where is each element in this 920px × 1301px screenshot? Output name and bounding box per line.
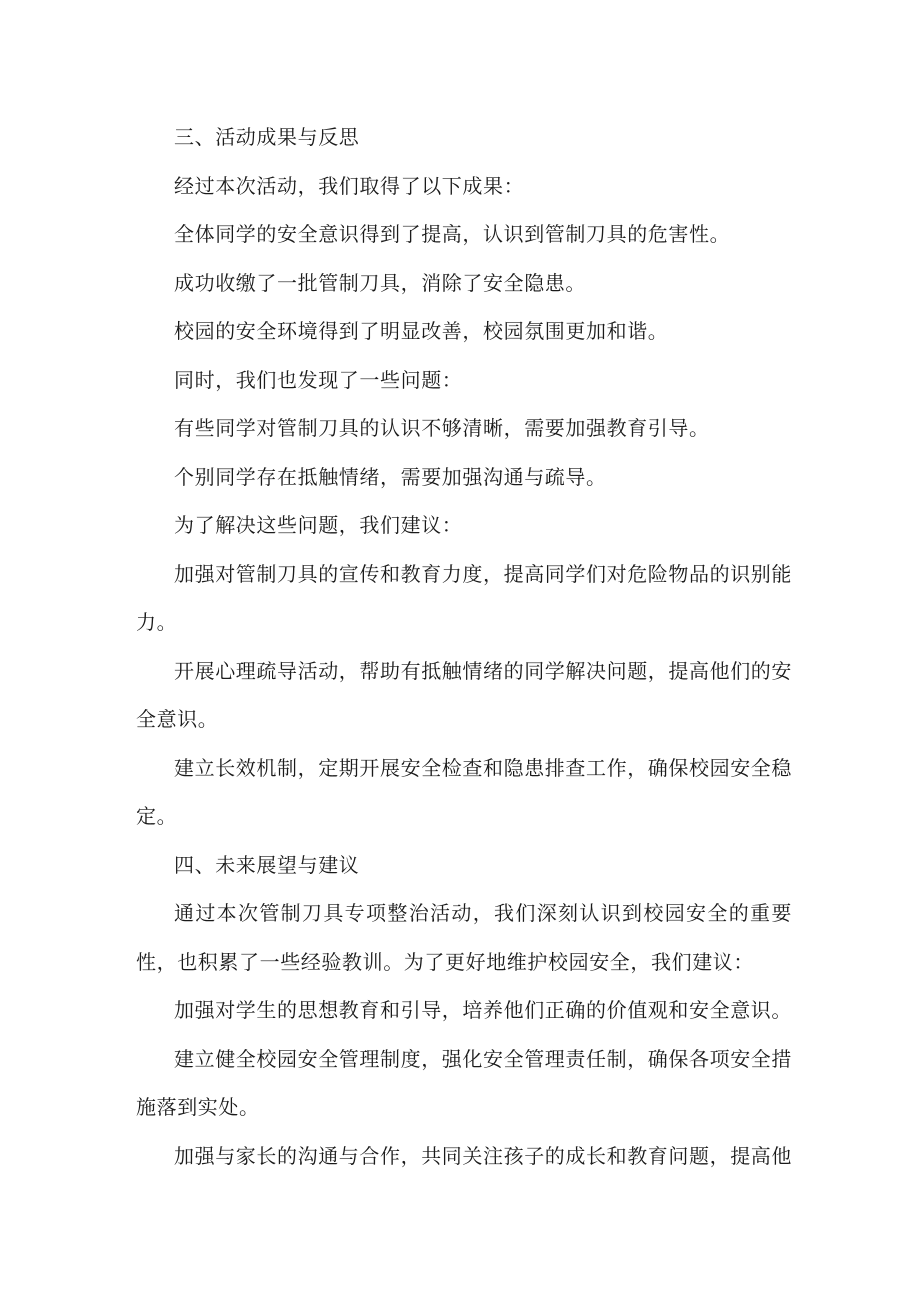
section-heading-results: 三、活动成果与反思	[174, 125, 360, 149]
section-heading-outlook: 四、未来展望与建议	[174, 852, 360, 877]
paragraph: 加强对管制刀具的宣传和教育力度，提高同学们对危险物品的识别能力。	[136, 561, 792, 634]
document-body	[136, 113, 792, 1180]
paragraph: 建立长效机制，定期开展安全检查和隐患排查工作，确保校园安全稳定。	[136, 755, 792, 828]
paragraph: 校园的安全环境得到了明显改善，校园氛围更加和谐。	[174, 319, 669, 343]
paragraph: 加强与家长的沟通与合作，共同关注孩子的成长和教育问题，提高他	[174, 1143, 792, 1168]
paragraph: 经过本次活动，我们取得了以下成果：	[174, 173, 525, 198]
paragraph: 开展心理疏导活动，帮助有抵触情绪的同学解决问题，提高他们的安全意识。	[136, 658, 792, 731]
paragraph: 建立健全校园安全管理制度，强化安全管理责任制，确保各项安全措施落到实处。	[136, 1046, 792, 1119]
paragraph: 为了解决这些问题，我们建议：	[174, 513, 463, 537]
paragraph: 通过本次管制刀具专项整治活动，我们深刻认识到校园安全的重要性，也积累了一些经验教训。为了更好地维护校园安全，我们建议：	[136, 901, 792, 974]
paragraph: 有些同学对管制刀具的认识不够清晰，需要加强教育引导。	[174, 416, 710, 440]
paragraph: 加强对学生的思想教育和引导，培养他们正确的价值观和安全意识。	[174, 998, 792, 1022]
paragraph: 成功收缴了一批管制刀具，消除了安全隐患。	[174, 270, 586, 295]
paragraph: 全体同学的安全意识得到了提高，认识到管制刀具的危害性。	[174, 222, 731, 246]
paragraph: 同时，我们也发现了一些问题：	[174, 367, 463, 392]
paragraph: 个别同学存在抵触情绪，需要加强沟通与疏导。	[174, 464, 607, 489]
